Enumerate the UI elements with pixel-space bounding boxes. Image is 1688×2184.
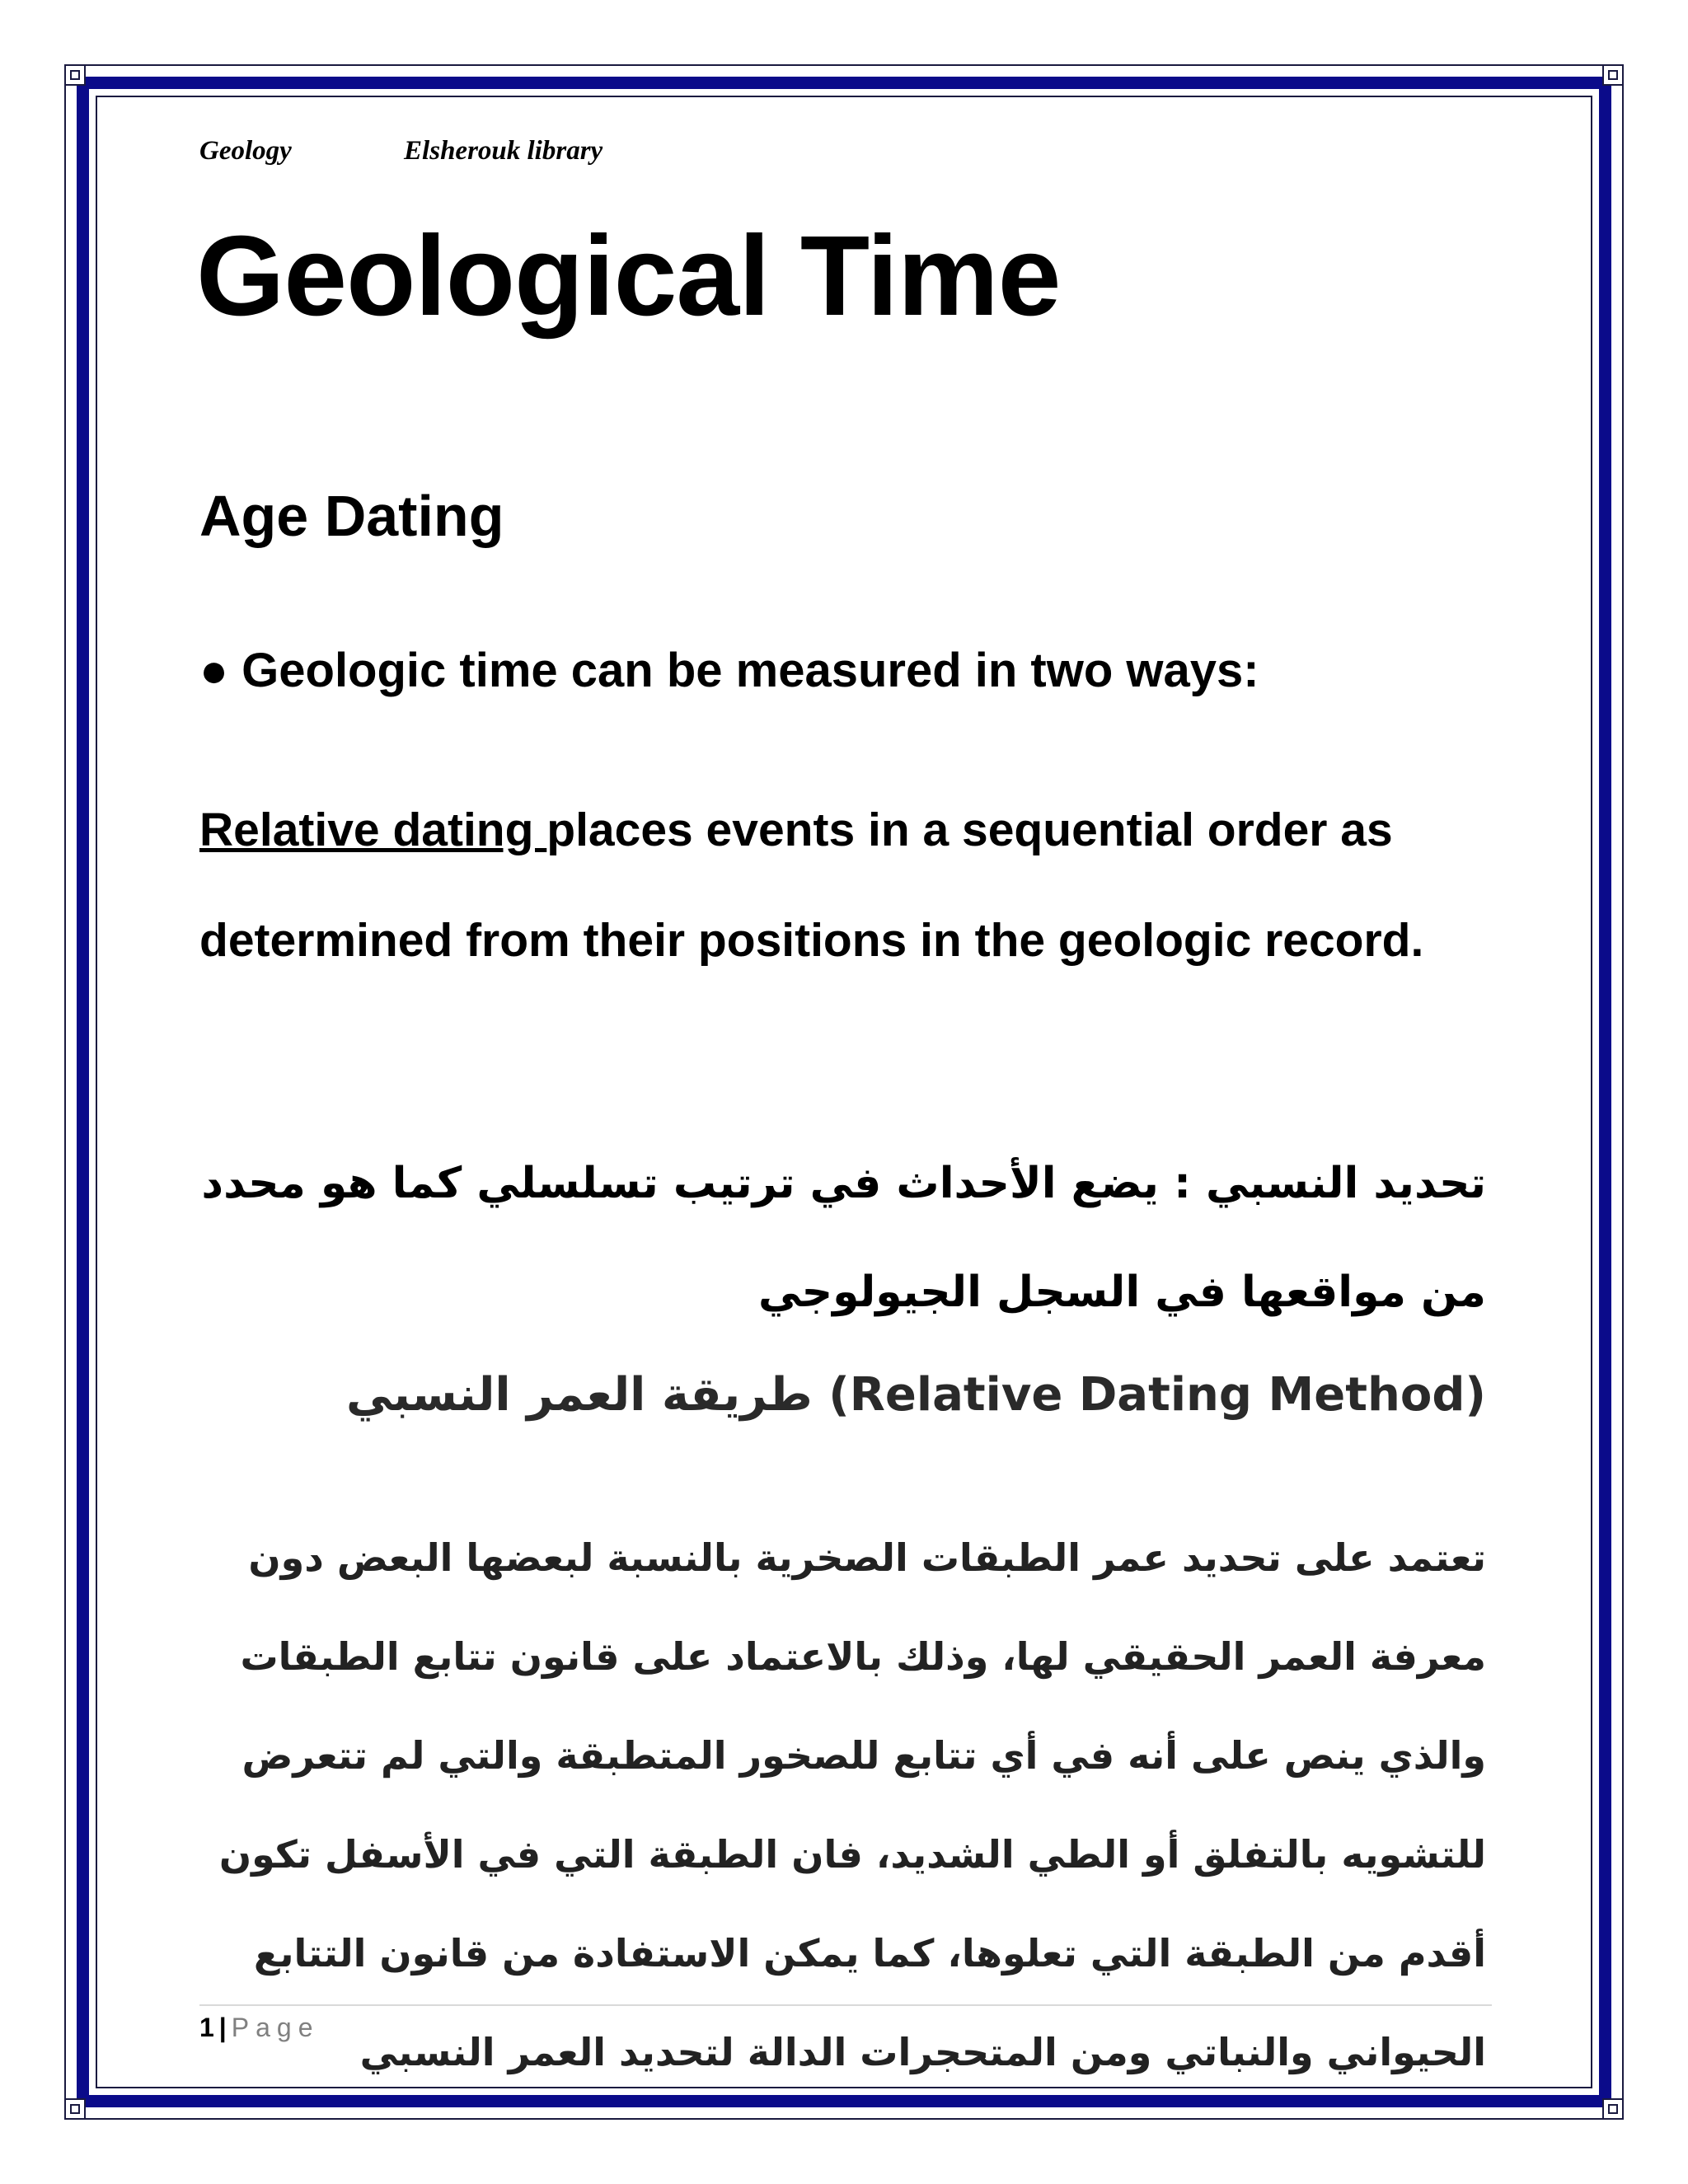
relative-dating-paragraph	[199, 775, 1502, 996]
relative-dating-term: Relative dating	[199, 804, 547, 856]
page-header	[199, 136, 603, 166]
border-corner-bottom-right	[1602, 2098, 1624, 2120]
border-corner-bottom-left	[64, 2098, 86, 2120]
border-corner-top-right	[1602, 64, 1624, 86]
arabic-definition: تحديد النسبي : يضع الأحداث في ترتيب تسلسلي كما هو محدد من مواقعها في السجل الجيولوجي	[201, 1159, 1486, 1317]
footer-separator: |	[218, 2013, 227, 2042]
border-corner-top-left	[64, 64, 86, 86]
page-label: Page	[231, 2013, 320, 2042]
page-number: 1	[199, 2013, 214, 2042]
bullet-point: ● Geologic time can be measured in two ways:	[199, 644, 1259, 697]
method-heading: (Relative Dating Method) طريقة العمر النسبي	[346, 1368, 1486, 1422]
header-library: Elsherouk library	[404, 136, 603, 166]
section-title: Age Dating	[199, 484, 504, 548]
page-title: Geological Time	[196, 213, 1061, 340]
header-subject: Geology	[199, 136, 292, 166]
relative-dating-definition: places events in a sequential order as determined from their positions in the geologic record.	[199, 804, 1424, 967]
page-footer	[199, 2013, 319, 2043]
footer-divider	[199, 2004, 1492, 2006]
arabic-paragraph: تعتمد على تحديد عمر الطبقات الصخرية بالنسبة لبعضها البعض دون معرفة العمر الحقيقي لها، وذلك بالاعتماد على قانون تتابع الطبقات والذي ينص على أنه في أي تتابع للصخور المتطبقة والتي لم تتعرض للتشويه بالتفلق أو الطي الشديد، فان الطبقة التي في الأسفل تكون أقدم من الطبقة التي تعلوها، كما يمكن الاستفادة من قانون التتابع الحيواني والنباتي ومن المتحجرات الدالة لتحديد العمر النسبي	[218, 1535, 1486, 2074]
